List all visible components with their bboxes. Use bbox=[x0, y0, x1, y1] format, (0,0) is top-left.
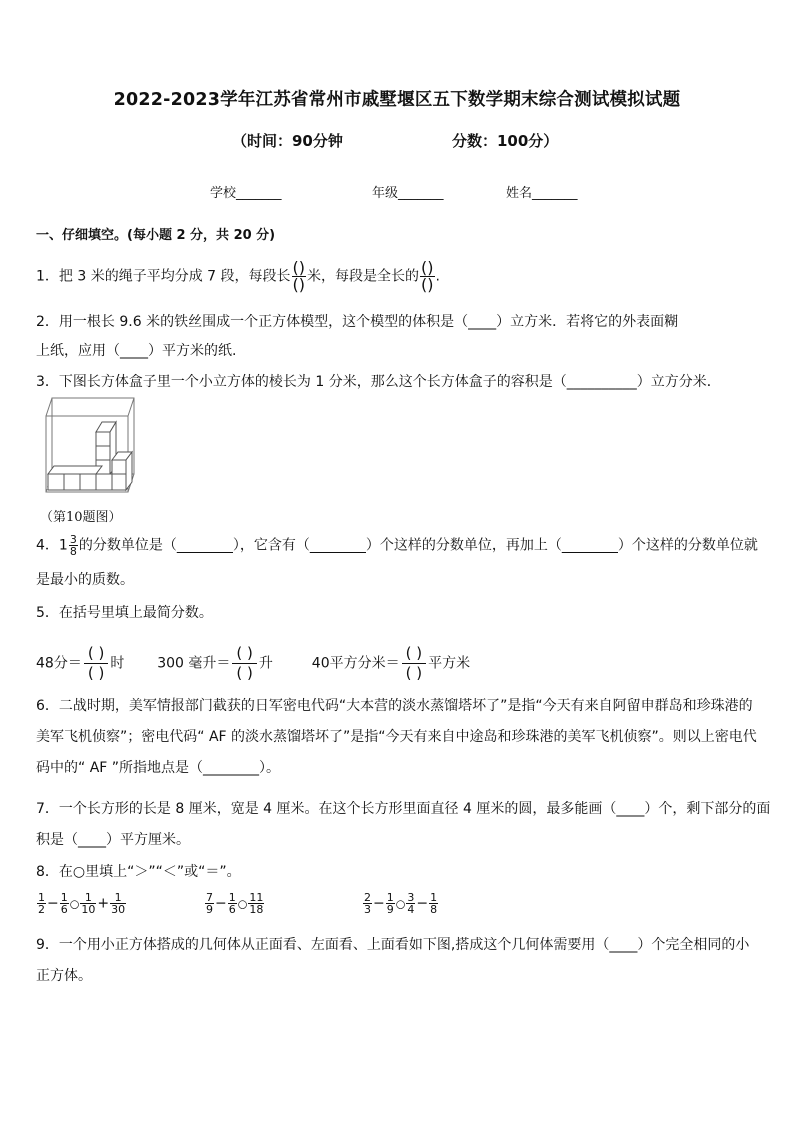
time-label: （时间：90分钟 bbox=[232, 132, 343, 150]
question-5-items: 48分＝ ( ) ( ) 时 300 毫升＝ ( ) ( ) 升 40平方分米＝ ( ) ( ) 平方米 bbox=[36, 644, 471, 682]
compare-circle[interactable]: ○ bbox=[237, 897, 248, 911]
question-6-line2: 美军飞机侦察”；密电代码“ AF 的淡水蒸馏塔坏了”是指“今天有来自中途岛和珍珠港的美军飞机侦察”。则以上密电代 bbox=[36, 729, 757, 745]
question-8: 8．在○里填上“＞”“＜”或“＝”。 bbox=[36, 864, 241, 880]
question-8-exp1: $\frac{1}{2}$ − $\frac{1}{6}$ ○ $\frac{1}{10}$ + $\frac{1}{30}$ bbox=[38, 891, 126, 916]
question-7-line2: 积是（____）平方厘米。 bbox=[36, 832, 190, 848]
question-4-line2: 是最小的质数。 bbox=[36, 572, 134, 588]
grade-field[interactable]: 年级_______ bbox=[372, 186, 444, 201]
section-heading: 一、仔细填空。(每小题 2 分，共 20 分) bbox=[36, 228, 276, 243]
question-2-line2: 上纸，应用（____）平方米的纸. bbox=[36, 343, 237, 359]
figure-caption: （第10题图） bbox=[40, 510, 122, 525]
question-7-line1: 7．一个长方形的长是 8 厘米，宽是 4 厘米。在这个长方形里面直径 4 厘米的圆，最多能画（____）个，剩下部分的面 bbox=[36, 801, 771, 817]
question-9-line1: 9．一个用小正方体搭成的几何体从正面看、左面看、上面看如下图,搭成这个几何体需要用（____）个完全相同的小 bbox=[36, 937, 750, 953]
question-6-line3: 码中的“ AF ”所指地点是（________）。 bbox=[36, 760, 281, 776]
question-5: 5．在括号里填上最简分数。 bbox=[36, 605, 213, 621]
page-title: 2022-2023学年江苏省常州市戚墅堰区五下数学期末综合测试模拟试题 bbox=[113, 90, 681, 110]
score-label: 分数：100分） bbox=[452, 132, 559, 150]
question-2-line1: 2．用一根长 9.6 米的铁丝围成一个正方体模型，这个模型的体积是（____）立方米．若将它的外表面糊 bbox=[36, 314, 679, 330]
question-9-line2: 正方体。 bbox=[36, 968, 92, 984]
compare-circle[interactable]: ○ bbox=[395, 897, 406, 911]
school-field[interactable]: 学校_______ bbox=[210, 186, 282, 201]
name-field[interactable]: 姓名_______ bbox=[506, 186, 578, 201]
box-figure bbox=[44, 396, 138, 500]
question-1: 1．把 3 米的绳子平均分成 7 段，每段长 $\frac{()}{()}$ 米，每段是全长的 $\frac{()}{()}$ . bbox=[36, 258, 440, 294]
question-8-exp3: $\frac{2}{3}$ − $\frac{1}{9}$ ○ $\frac{3}{4}$ − $\frac{1}{8}$ bbox=[364, 891, 438, 916]
compare-circle[interactable]: ○ bbox=[69, 897, 80, 911]
question-3: 3．下图长方体盒子里一个小立方体的棱长为 1 分米，那么这个长方体盒子的容积是（__________）立方分米． bbox=[36, 374, 721, 390]
question-8-exp2: $\frac{7}{9}$ − $\frac{1}{6}$ ○ $\frac{11}{18}$ bbox=[206, 891, 264, 916]
question-4: 4．1 $\frac{3}{8}$ 的分数单位是（________），它含有（________）个这样的分数单位，再加上（________）个这样的分数单位就 bbox=[36, 533, 758, 558]
question-6-line1: 6．二战时期，美军情报部门截获的日军密电代码“大本营的淡水蒸馏塔坏了”是指“今天有来自阿留申群岛和珍珠港的 bbox=[36, 698, 753, 714]
